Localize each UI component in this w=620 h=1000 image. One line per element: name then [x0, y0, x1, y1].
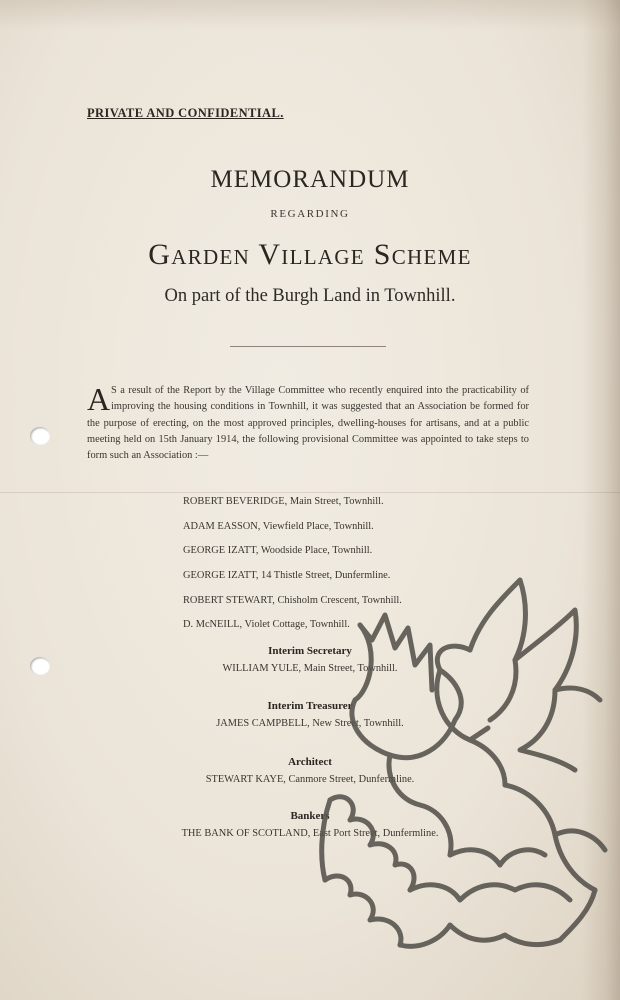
committee-member: ADAM EASSON, Viewfield Place, Townhill. — [183, 520, 374, 532]
intro-text: S a result of the Report by the Village Committee who recently enquired into the practicability of improving the housing conditions in Townhill, it was suggested that an Association be formed for the purpose of erecting, on the most approved principles, dwelling-houses for artisans, and at a public meeting held on 15th January 1914, the following provisional Committee was appointed to take steps to form such an Association :— — [87, 385, 529, 462]
section-heading: Interim Secretary — [268, 645, 352, 657]
memorandum-title: MEMORANDUM — [210, 166, 410, 193]
regarding-label: REGARDING — [270, 208, 350, 220]
committee-member: D. McNEILL, Violet Cottage, Townhill. — [183, 619, 350, 631]
confidential-heading: PRIVATE AND CONFIDENTIAL. — [87, 106, 284, 120]
scheme-title: Garden Village Scheme — [148, 238, 472, 271]
section-heading: Architect — [288, 756, 332, 768]
section-value: JAMES CAMPBELL, New Street, Townhill. — [216, 718, 404, 729]
section-value: STEWART KAYE, Canmore Street, Dunfermline. — [205, 774, 415, 785]
section-value: THE BANK OF SCOTLAND, East Port Street, Dunfermline. — [181, 828, 439, 839]
section-heading: Interim Treasurer — [267, 700, 353, 712]
section-heading: Bankers — [290, 810, 330, 822]
committee-member: GEORGE IZATT, Woodside Place, Townhill. — [183, 545, 373, 557]
committee-member: GEORGE IZATT, 14 Thistle Street, Dunfermline. — [183, 570, 391, 582]
committee-member: ROBERT BEVERIDGE, Main Street, Townhill. — [183, 496, 384, 507]
committee-member: ROBERT STEWART, Chisholm Crescent, Townhill. — [183, 594, 402, 606]
section-value: WILLIAM YULE, Main Street, Townhill. — [222, 663, 398, 674]
scheme-subtitle: On part of the Burgh Land in Townhill. — [164, 286, 456, 306]
drop-cap: A — [87, 381, 111, 417]
